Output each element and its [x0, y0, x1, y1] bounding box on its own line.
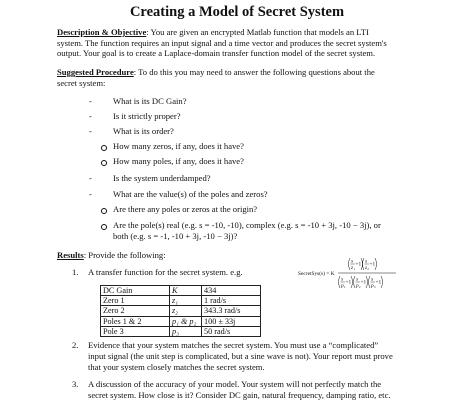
question-dc-gain: What is its DC Gain? — [113, 96, 187, 106]
svg-text:+1: +1 — [369, 261, 376, 268]
svg-text:+1: +1 — [375, 279, 382, 286]
result-3-line2: secret system. How close is it? Consider DC gain, natural frequency, damping ratio, etc. — [88, 390, 391, 400]
svg-text:s: s — [341, 276, 344, 283]
symbol-cell: p₃ — [170, 326, 202, 336]
circle-bullet — [101, 224, 107, 230]
value-cell: 434 — [202, 286, 261, 296]
formula-denominator — [339, 276, 383, 289]
result-1-text: A transfer function for the secret system. e.g. — [88, 267, 243, 277]
procedure-label: Suggested Procedure — [57, 67, 134, 77]
svg-text:z₂: z₂ — [365, 265, 369, 271]
result-number-3: 3. — [72, 379, 79, 389]
table-row — [101, 316, 261, 326]
description-line3: output. Your goal is to create a Laplace-domain transfer function model of the secret system. — [57, 48, 376, 59]
svg-text:p₃: p₃ — [371, 283, 376, 289]
result-2-line2: input signal (the unit step is complicated, but a sine wave is not). Your report must prove — [88, 351, 393, 361]
svg-text:+1: +1 — [345, 279, 352, 286]
svg-text:s: s — [356, 276, 359, 283]
result-3-line1: A discussion of the accuracy of your model. Your system will not perfectly match the — [88, 379, 382, 389]
dash-marker: - — [89, 96, 92, 106]
question-strictly-proper: Is it strictly proper? — [113, 111, 181, 121]
table-row — [101, 306, 261, 316]
description-label: Description & Objective — [57, 27, 147, 37]
svg-text:s: s — [371, 276, 374, 283]
question-underdamped: Is the system underdamped? — [113, 173, 211, 183]
procedure-line2: secret system: — [57, 77, 106, 88]
page-title: Creating a Model of Secret System — [129, 4, 345, 20]
question-pole-zero-values: What are the value(s) of the poles and zeros? — [113, 189, 268, 199]
value-cell: 343.3 rad/s — [202, 306, 261, 316]
table-row — [101, 326, 261, 336]
question-origin: Are there any poles or zeros at the origin? — [113, 204, 258, 214]
svg-text:p₂: p₂ — [356, 283, 361, 289]
results-intro: : Provide the following: — [83, 250, 166, 260]
dash-marker: - — [89, 189, 92, 199]
transfer-function-formula — [298, 252, 398, 292]
svg-text:s: s — [365, 258, 368, 265]
svg-text:s: s — [351, 258, 354, 265]
results-label: Results — [57, 250, 84, 260]
symbol-cell: z₂ — [170, 306, 202, 316]
result-2-line1: Evidence that your system matches the secret system. You must use a “complicated” — [88, 340, 379, 350]
circle-bullet — [101, 160, 107, 166]
question-order: What is its order? — [113, 126, 174, 136]
question-real-complex-line2: both (e.g. s = -1, -10 + 3j, -10 − 3j)? — [113, 231, 238, 241]
procedure-line1: : To do this you may need to answer the following questions about the — [133, 67, 375, 77]
parameter-table — [100, 285, 261, 337]
dash-marker: - — [89, 126, 92, 136]
result-number-1: 1. — [72, 267, 79, 277]
formula-numerator — [349, 258, 377, 271]
svg-text:z₁: z₁ — [351, 265, 355, 271]
description-line1: : You are given an encrypted Matlab function that models an LTI — [146, 27, 369, 37]
parameter-name-cell: Poles 1 & 2 — [101, 316, 170, 326]
symbol-cell: K — [170, 286, 202, 296]
formula-lhs: SecretSys(s) = K — [298, 271, 335, 277]
result-number-2: 2. — [72, 340, 79, 350]
result-2-line3: that your system closely matches the secret system. — [88, 362, 265, 372]
symbol-cell: p₁ & p₂ — [170, 316, 202, 326]
question-zeros: How many zeros, if any, does it have? — [113, 141, 244, 151]
description-line2: system. The function requires an input signal and a time vector and produces the secret system's — [57, 37, 387, 48]
svg-text:p₁: p₁ — [341, 283, 346, 289]
dash-marker: - — [89, 111, 92, 121]
description-paragraph — [57, 27, 437, 59]
symbol-cell: z₁ — [170, 296, 202, 306]
value-cell: 50 rad/s — [202, 326, 261, 336]
parameter-name-cell: Zero 2 — [101, 306, 170, 316]
svg-text:+1: +1 — [360, 279, 367, 286]
table-row — [101, 286, 261, 296]
value-cell: 100 ± 33j — [202, 316, 261, 326]
parameter-table-body — [101, 286, 261, 337]
results-heading — [57, 250, 166, 261]
parameter-name-cell: Pole 3 — [101, 326, 170, 336]
question-poles: How many poles, if any, does it have? — [113, 156, 244, 166]
table-row — [101, 296, 261, 306]
procedure-paragraph — [57, 67, 437, 88]
question-real-complex-line1: Are the pole(s) real (e.g. s = -10, -10), complex (e.g. s = -10 + 3j, -10 − 3j), or — [113, 220, 381, 230]
parameter-name-cell: DC Gain — [101, 286, 170, 296]
svg-text:+1: +1 — [355, 261, 362, 268]
circle-bullet — [101, 145, 107, 151]
circle-bullet — [101, 208, 107, 214]
value-cell: 1 rad/s — [202, 296, 261, 306]
dash-marker: - — [89, 173, 92, 183]
parameter-name-cell: Zero 1 — [101, 296, 170, 306]
